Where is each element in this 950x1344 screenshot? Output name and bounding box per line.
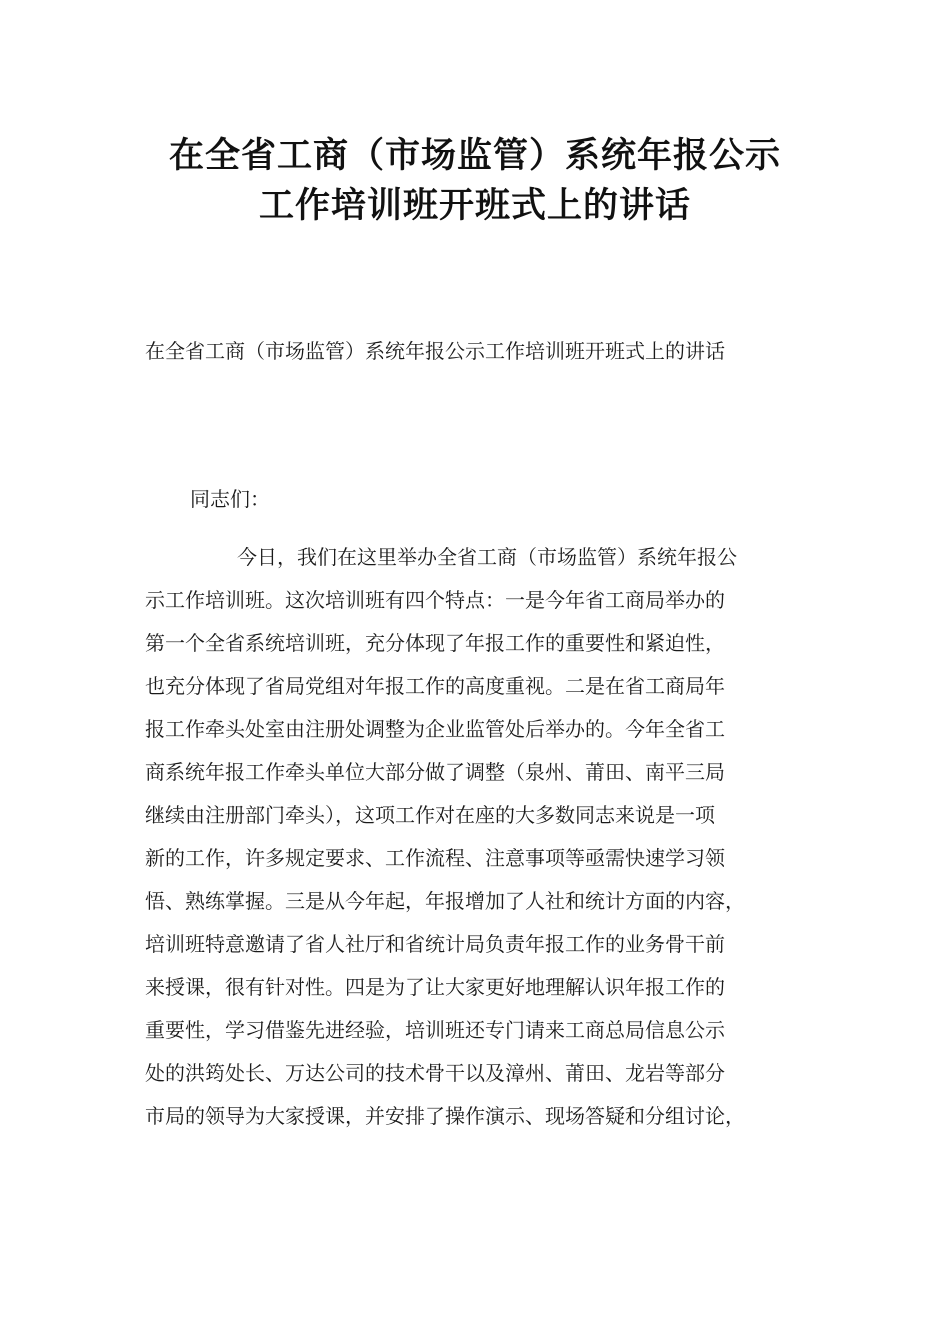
body-line: 商系统年报工作牵头单位大部分做了调整（泉州、莆田、南平三局 xyxy=(145,760,725,784)
body-line: 重要性，学习借鉴先进经验，培训班还专门请来工商总局信息公示 xyxy=(145,1018,725,1042)
document-title-line-1: 在全省工商（市场监管）系统年报公示 xyxy=(168,136,781,176)
body-line: 来授课，很有针对性。四是为了让大家更好地理解认识年报工作的 xyxy=(145,975,725,999)
body-line: 继续由注册部门牵头），这项工作对在座的大多数同志来说是一项 xyxy=(145,803,715,827)
body-line: 处的洪筠处长、万达公司的技术骨干以及漳州、莆田、龙岩等部分 xyxy=(145,1061,725,1085)
body-line: 示工作培训班。这次培训班有四个特点：一是今年省工商局举办的 xyxy=(145,588,725,612)
body-line: 报工作牵头处室由注册处调整为企业监管处后举办的。今年全省工 xyxy=(145,717,725,741)
body-line: 新的工作，许多规定要求、工作流程、注意事项等亟需快速学习领 xyxy=(145,846,725,870)
body-line: 悟、熟练掌握。三是从今年起，年报增加了人社和统计方面的内容， xyxy=(145,889,745,913)
body-line: 今日，我们在这里举办全省工商（市场监管）系统年报公 xyxy=(237,545,737,569)
body-line: 培训班特意邀请了省人社厅和省统计局负责年报工作的业务骨干前 xyxy=(145,932,725,956)
speech-body xyxy=(145,536,825,1138)
document-subtitle: 在全省工商（市场监管）系统年报公示工作培训班开班式上的讲话 xyxy=(145,339,725,363)
body-line: 也充分体现了省局党组对年报工作的高度重视。二是在省工商局年 xyxy=(145,674,725,698)
body-line: 第一个全省系统培训班，充分体现了年报工作的重要性和紧迫性， xyxy=(145,631,725,655)
salutation: 同志们： xyxy=(190,487,270,511)
body-line: 市局的领导为大家授课，并安排了操作演示、现场答疑和分组讨论， xyxy=(145,1104,745,1128)
document-title-line-2: 工作培训班开班式上的讲话 xyxy=(258,186,691,226)
